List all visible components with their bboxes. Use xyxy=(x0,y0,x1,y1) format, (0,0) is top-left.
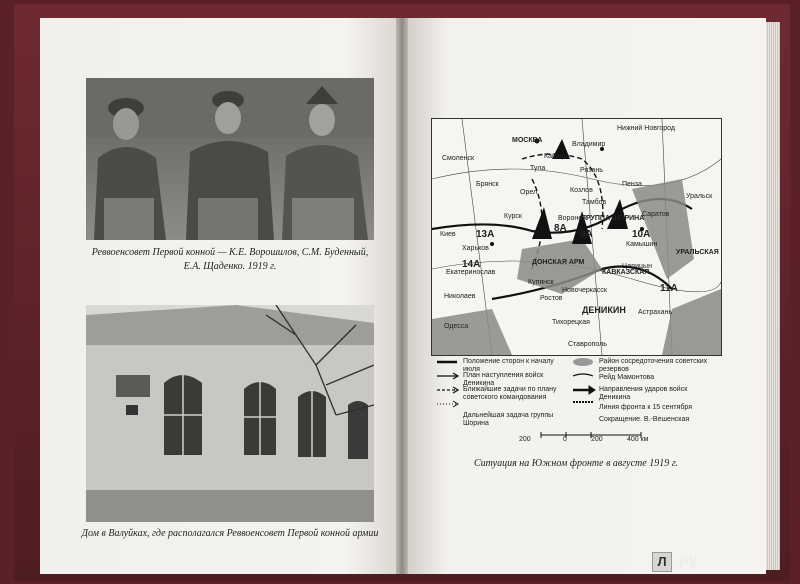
map-city: Козлов xyxy=(570,187,593,194)
map-city: Воронеж xyxy=(558,215,587,222)
scale-label: 200 xyxy=(591,436,603,443)
map-city: Ставрополь xyxy=(568,341,607,348)
map-city: Кашира xyxy=(544,153,570,160)
map-city: МОСКВА xyxy=(512,137,543,144)
map-city: Астрахань xyxy=(638,309,672,316)
map-city: Смоленск xyxy=(442,155,475,162)
photo-house-valuyki xyxy=(86,305,374,522)
legend-item: Линия фронта к 15 сентября xyxy=(599,404,692,411)
book-gutter xyxy=(396,18,408,574)
map-city: Николаев xyxy=(444,293,476,300)
map-army-label: 9А xyxy=(580,229,593,240)
map-army-label: 14А xyxy=(462,259,481,270)
scale-label: 400 км xyxy=(627,436,649,443)
map-city: Царицын xyxy=(622,263,652,270)
map-city: Тихорецкая xyxy=(552,319,590,326)
map-city: Камышин xyxy=(626,241,658,248)
map-region-label: УРАЛЬСКАЯ xyxy=(676,249,719,256)
map-city: Орел xyxy=(520,189,538,196)
caption-photo-bottom: Дом в Валуйках, где располагался Реввоенсовет Первой конной армии xyxy=(81,528,379,539)
map-army-label: 8А xyxy=(554,223,567,234)
map-army-label: 10А xyxy=(632,229,651,240)
legend-item: Ближайшие задачи по плану советского командования xyxy=(463,386,557,401)
legend-item: Положение сторон к началу июля xyxy=(463,358,554,373)
scale-label: 0 xyxy=(563,436,567,443)
legend-item: План наступления войск Деникина xyxy=(463,372,544,387)
map-region-label: ДОНСКАЯ АРМ xyxy=(532,259,585,266)
photo-revvoensovet xyxy=(86,78,374,240)
map-city: Одесса xyxy=(444,323,469,330)
map-city: Тула xyxy=(530,165,546,172)
map-army-label: 13А xyxy=(476,229,495,240)
map-legend xyxy=(431,356,720,446)
legend-item: Дальнейшая задача группы Шорина xyxy=(463,412,554,427)
map-city: Екатеринослав xyxy=(446,269,496,276)
map-city: Ростов xyxy=(540,295,563,302)
scale-label: 200 xyxy=(519,436,531,443)
legend-item: Направления ударов войск Деникина xyxy=(599,386,688,401)
map-city: Уральск xyxy=(686,193,713,200)
map-region-label: ГРУППА ШОРИНА xyxy=(582,215,645,222)
map-city: Владимир xyxy=(572,141,606,148)
legend-item: Район сосредоточения советских резервов xyxy=(599,358,708,373)
map-city: Брянск xyxy=(476,181,499,188)
map-city: Купянск xyxy=(528,279,554,286)
map-city: Нижний Новгород xyxy=(617,125,675,132)
map-region-label: ДЕНИКИН xyxy=(582,305,626,315)
watermark-text: .ру xyxy=(674,552,699,569)
legend-item: Рейд Мамонтова xyxy=(599,374,655,381)
map-city: Тамбов xyxy=(582,199,607,206)
map-city: Новочеркасск xyxy=(562,287,607,294)
site-watermark xyxy=(652,548,782,574)
map-city: Курск xyxy=(504,213,522,220)
map-army-label: 11А xyxy=(660,283,678,294)
legend-item: Сокращение. В.-Вешенская xyxy=(599,416,690,423)
map-city: Харьков xyxy=(462,245,489,252)
map-city: Киев xyxy=(440,231,456,238)
map-city: Саратов xyxy=(642,211,670,218)
caption-map: Ситуация на Южном фронте в августе 1919 г. xyxy=(474,458,678,469)
map-city: Пенза xyxy=(622,181,642,188)
map-city: Рязань xyxy=(580,167,603,174)
watermark-logo-icon: Л xyxy=(652,552,672,572)
page-edges xyxy=(766,22,780,570)
caption-photo-top: Реввоенсовет Первой конной — К.Е. Ворошилов, С.М. Буденный, Е.А. Щаденко. 1919 г. xyxy=(91,247,369,272)
map-southern-front xyxy=(431,118,722,356)
map-region-label: КАВКАЗСКАЯ xyxy=(602,269,650,276)
